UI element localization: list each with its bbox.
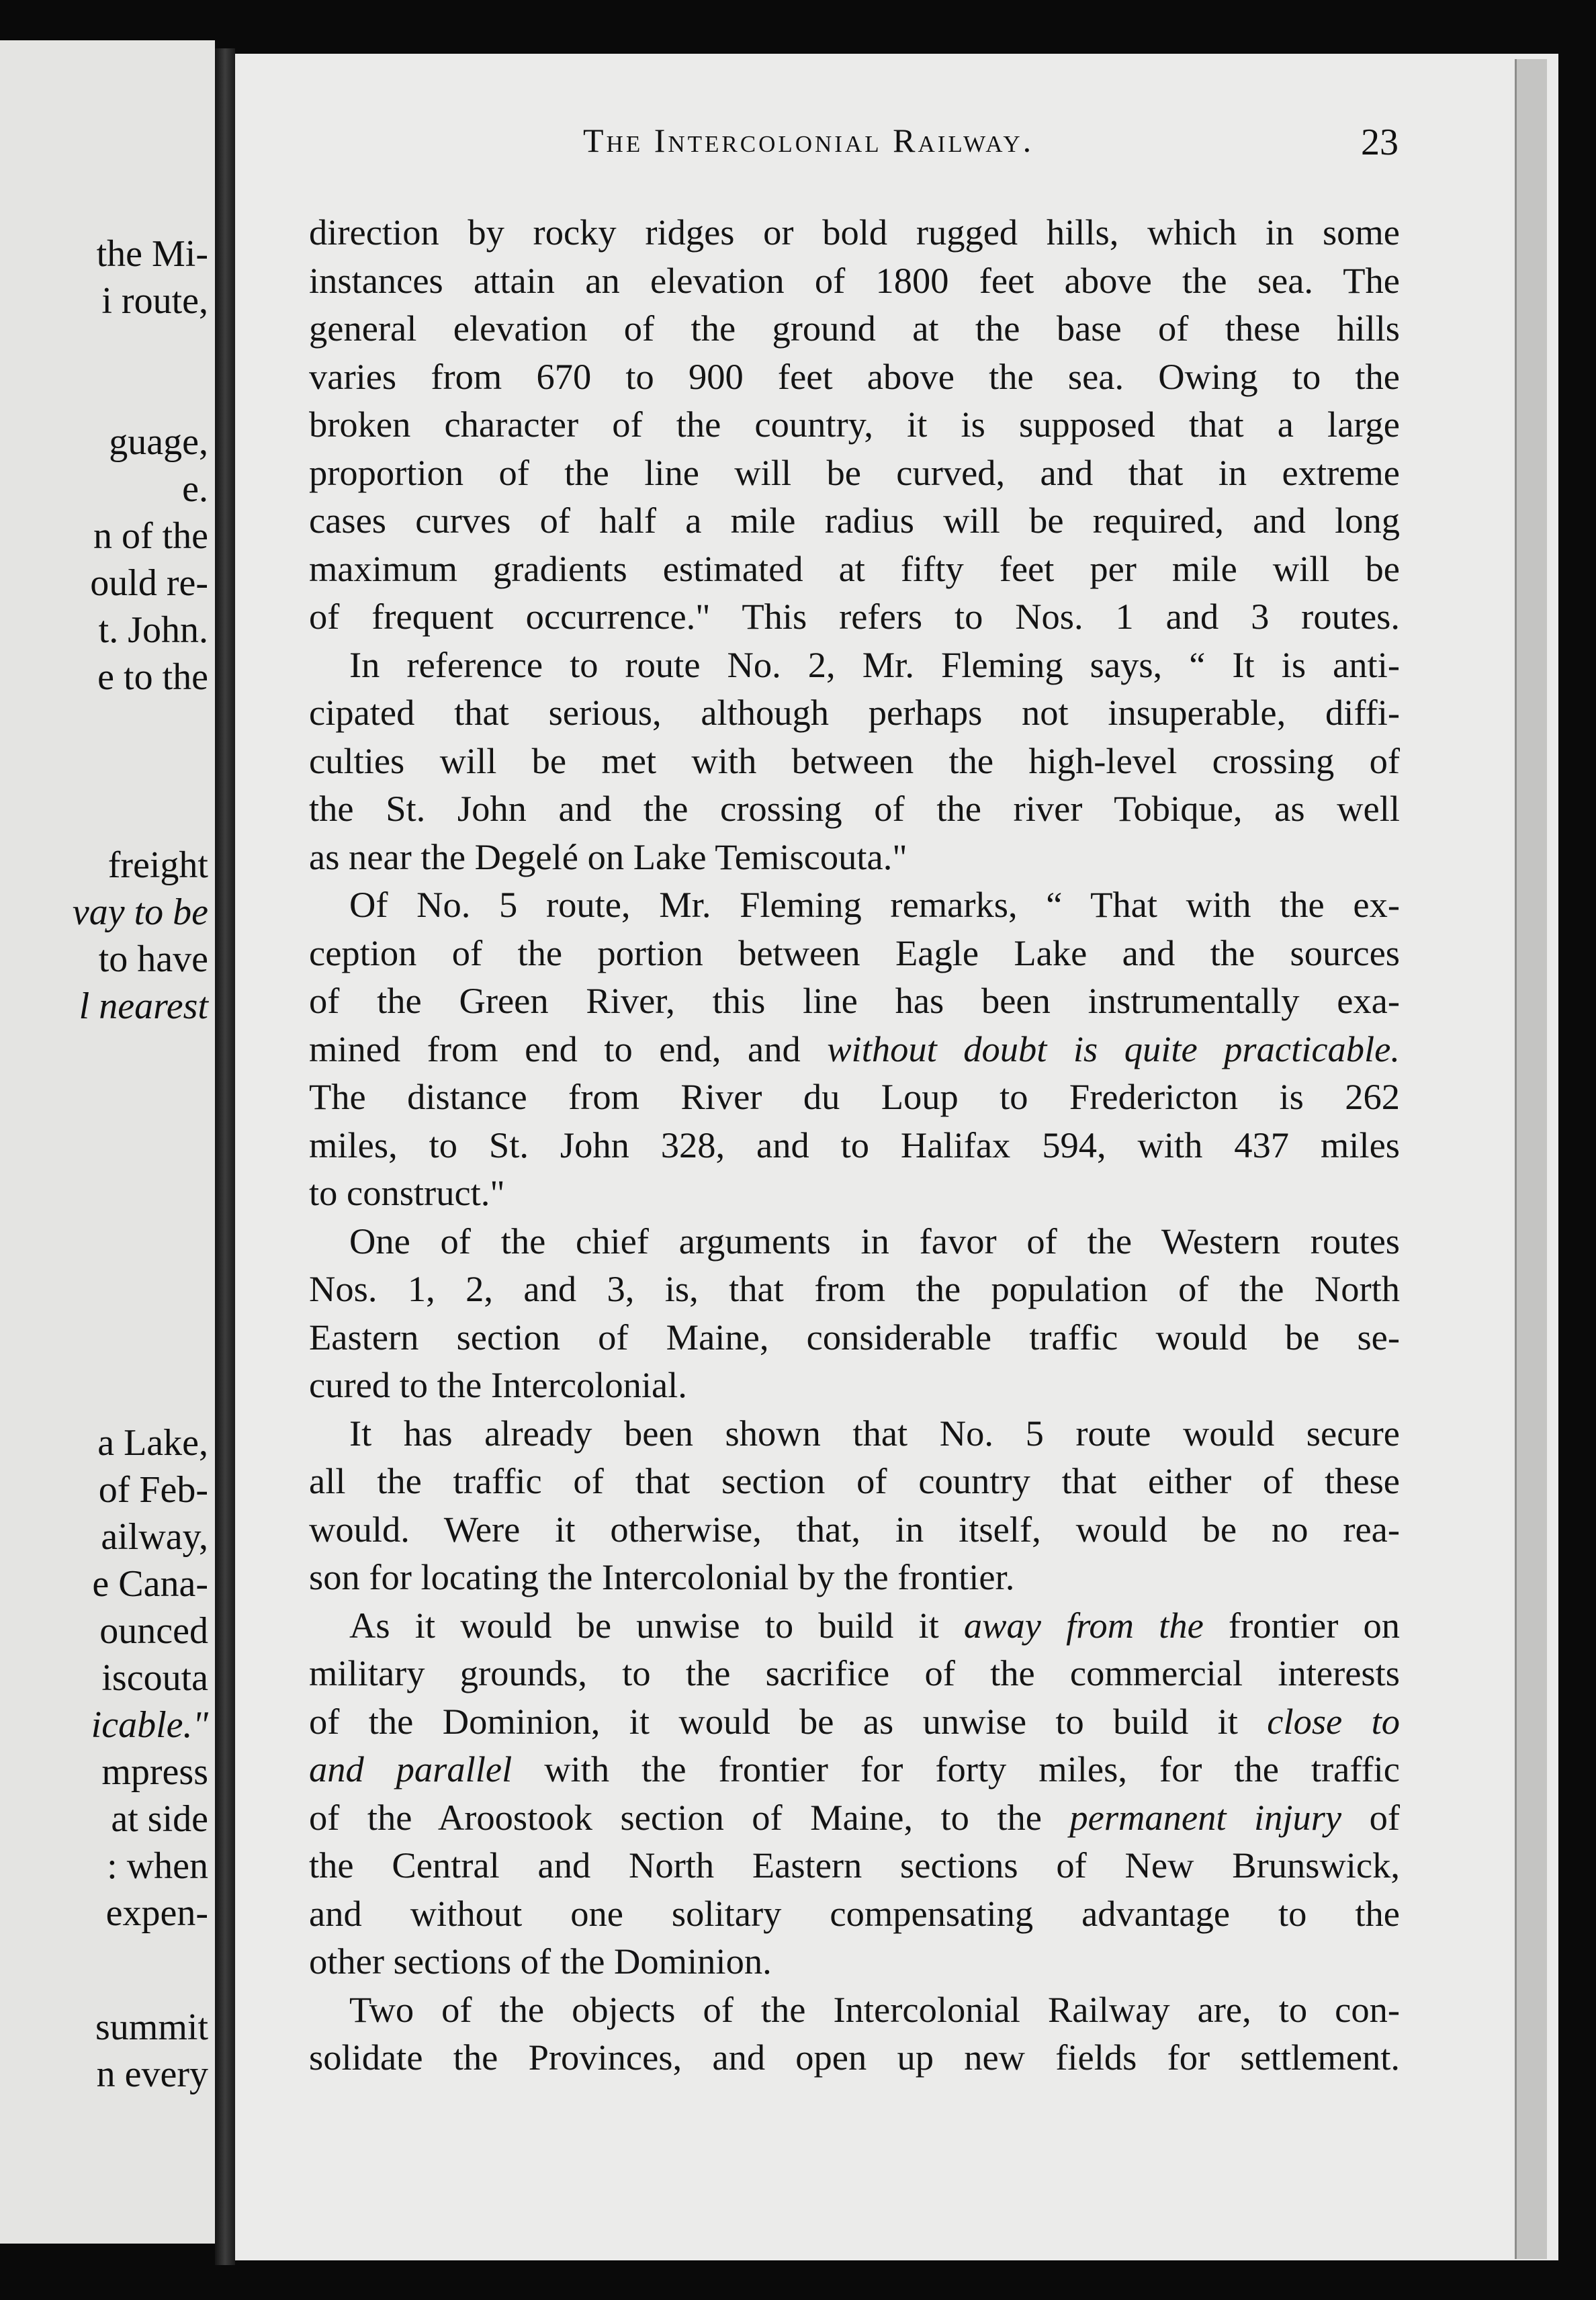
- text-segment: instances attain an elevation of 1800 feet above the sea. The: [309, 259, 1400, 301]
- text-segment: of the Green River, this line has been instrumentally exa-: [309, 980, 1400, 1021]
- text-segment: In reference to route No. 2, Mr. Fleming says, “ It is anti-: [349, 644, 1400, 685]
- facing-page-fragment: vay to be: [72, 891, 208, 933]
- text-line: [309, 1937, 1400, 1986]
- text-line: [309, 1601, 1400, 1650]
- text-line: [309, 353, 1400, 401]
- facing-page-fragment: e.: [182, 468, 208, 510]
- text-line: [309, 833, 1400, 881]
- facing-page-fragment: ould re-: [90, 562, 208, 604]
- text-segment: The distance from River du Loup to Fredericton is 262: [309, 1076, 1400, 1117]
- text-line: [309, 545, 1400, 593]
- facing-page-fragment: a Lake,: [97, 1422, 208, 1464]
- page-edge: [1515, 59, 1547, 2259]
- text-segment: solidate the Provinces, and open up new fields for settlement.: [309, 2037, 1400, 2078]
- facing-page-fragment: the Mi-: [96, 233, 208, 275]
- facing-page-fragment: t. John.: [98, 609, 208, 651]
- text-segment: and without one solitary compensating advantage to the: [309, 1892, 1400, 1934]
- text-line: [309, 1313, 1400, 1362]
- facing-page-fragment: l nearest: [79, 985, 208, 1027]
- facing-page-fragment: ailway,: [101, 1516, 208, 1558]
- text-segment: maximum gradients estimated at fifty feet per mile will be: [309, 547, 1400, 589]
- facing-page-fragment: icable.": [91, 1704, 208, 1746]
- text-line: [309, 1025, 1400, 1073]
- text-line: [309, 737, 1400, 785]
- text-line: [309, 2033, 1400, 2082]
- italic-text: close to: [1267, 1700, 1400, 1742]
- facing-page-fragment: summit: [95, 2006, 208, 2048]
- facing-page-fragment: of Feb-: [98, 1469, 208, 1511]
- page-number: 23: [1361, 122, 1399, 163]
- facing-page-fragment: n of the: [93, 515, 208, 557]
- text-line: [309, 1553, 1400, 1601]
- facing-page-fragment: e Cana-: [92, 1563, 208, 1605]
- text-line: [309, 1794, 1400, 1842]
- text-line: [309, 641, 1400, 689]
- facing-page-fragment: to have: [98, 938, 208, 980]
- text-line: [309, 400, 1400, 449]
- text-segment: son for locating the Intercolonial by the frontier.: [309, 1556, 1015, 1597]
- text-segment: cases curves of half a mile radius will be required, and long: [309, 500, 1400, 541]
- facing-page-fragment: ounced: [99, 1610, 208, 1652]
- facing-page-fragment: expen-: [105, 1892, 208, 1934]
- italic-text: without doubt is quite practicable.: [827, 1028, 1400, 1069]
- text-segment: frontier on: [1203, 1604, 1400, 1646]
- running-head: The Intercolonial Railway.: [583, 122, 1034, 159]
- text-line: [309, 977, 1400, 1025]
- text-line: [309, 592, 1400, 641]
- text-segment: of the Dominion, it would be as unwise to build it: [309, 1700, 1268, 1742]
- text-line: [309, 1169, 1400, 1217]
- facing-page-fragment: at side: [111, 1798, 208, 1840]
- text-line: [309, 208, 1400, 257]
- text-segment: Of No. 5 route, Mr. Fleming remarks, “ That with the ex-: [349, 884, 1400, 925]
- text-segment: Nos. 1, 2, and 3, is, that from the population of the North: [309, 1268, 1400, 1309]
- text-segment: of frequent occurrence." This refers to Nos. 1 and 3 routes.: [309, 596, 1400, 637]
- text-segment: culties will be met with between the high-level crossing of: [309, 740, 1400, 781]
- text-line: [309, 1121, 1400, 1169]
- text-line: [309, 1890, 1400, 1938]
- facing-page: [0, 40, 215, 2244]
- facing-page-fragment: iscouta: [101, 1657, 208, 1699]
- text-line: [309, 1265, 1400, 1313]
- italic-text: away from the: [963, 1604, 1204, 1646]
- text-line: [309, 1697, 1400, 1746]
- text-line: [309, 1217, 1400, 1266]
- text-line: [309, 1986, 1400, 2034]
- text-segment: general elevation of the ground at the base of these hills: [309, 308, 1400, 349]
- facing-page-fragment: guage,: [109, 421, 208, 463]
- book-spine: [215, 48, 235, 2265]
- text-line: [309, 1457, 1400, 1505]
- text-line: [309, 1361, 1400, 1409]
- text-segment: would. Were it otherwise, that, in itself, would be no rea-: [309, 1508, 1400, 1550]
- facing-page-fragment: : when: [107, 1845, 208, 1887]
- text-line: [309, 496, 1400, 545]
- text-segment: As it would be unwise to build it: [349, 1604, 964, 1646]
- text-segment: all the traffic of that section of country that either of these: [309, 1460, 1400, 1501]
- text-segment: miles, to St. John 328, and to Halifax 594, with 437 miles: [309, 1124, 1400, 1165]
- facing-page-fragment: i route,: [101, 280, 208, 322]
- body-text: [309, 208, 1400, 2082]
- text-segment: as near the Degelé on Lake Temiscouta.": [309, 836, 907, 877]
- text-segment: cured to the Intercolonial.: [309, 1364, 687, 1405]
- text-segment: Two of the objects of the Intercolonial Railway are, to con-: [349, 1988, 1400, 2030]
- text-segment: broken character of the country, it is supposed that a large: [309, 404, 1400, 445]
- text-line: [309, 1745, 1400, 1794]
- text-segment: military grounds, to the sacrifice of the commercial interests: [309, 1652, 1400, 1693]
- facing-page-fragment: n every: [96, 2053, 208, 2095]
- text-segment: to construct.": [309, 1172, 505, 1213]
- text-segment: varies from 670 to 900 feet above the sea. Owing to the: [309, 355, 1400, 397]
- text-segment: One of the chief arguments in favor of the Western routes: [349, 1220, 1400, 1262]
- text-line: [309, 929, 1400, 977]
- text-segment: with the frontier for forty miles, for the traffic: [512, 1749, 1400, 1789]
- text-segment: direction by rocky ridges or bold rugged hills, which in some: [309, 212, 1400, 253]
- text-segment: of: [1341, 1796, 1400, 1838]
- text-segment: the Central and North Eastern sections of New Brunswick,: [309, 1845, 1400, 1886]
- text-line: [309, 785, 1400, 833]
- text-segment: proportion of the line will be curved, and that in extreme: [309, 451, 1400, 493]
- text-segment: Eastern section of Maine, considerable traffic would be se-: [309, 1316, 1400, 1358]
- text-line: [309, 1409, 1400, 1458]
- facing-page-fragment: e to the: [97, 656, 208, 698]
- text-segment: of the Aroostook section of Maine, to the: [309, 1796, 1070, 1838]
- text-line: [309, 304, 1400, 353]
- text-segment: It has already been shown that No. 5 route would secure: [349, 1412, 1400, 1454]
- text-line: [309, 689, 1400, 737]
- text-line: [309, 881, 1400, 929]
- text-segment: ception of the portion between Eagle Lake and the sources: [309, 932, 1400, 973]
- text-line: [309, 1505, 1400, 1554]
- text-line: [309, 449, 1400, 497]
- italic-text: permanent injury: [1069, 1796, 1342, 1838]
- text-segment: cipated that serious, although perhaps not insuperable, diffi-: [309, 692, 1400, 733]
- text-line: [309, 1649, 1400, 1697]
- text-line: [309, 257, 1400, 305]
- text-segment: mined from end to end, and: [309, 1028, 828, 1069]
- text-segment: the St. John and the crossing of the river Tobique, as well: [309, 788, 1400, 829]
- facing-page-fragment: mpress: [101, 1751, 208, 1793]
- text-line: [309, 1073, 1400, 1121]
- italic-text: and parallel: [309, 1749, 513, 1789]
- facing-page-fragment: freight: [107, 844, 208, 886]
- text-line: [309, 1841, 1400, 1890]
- text-segment: other sections of the Dominion.: [309, 1941, 772, 1982]
